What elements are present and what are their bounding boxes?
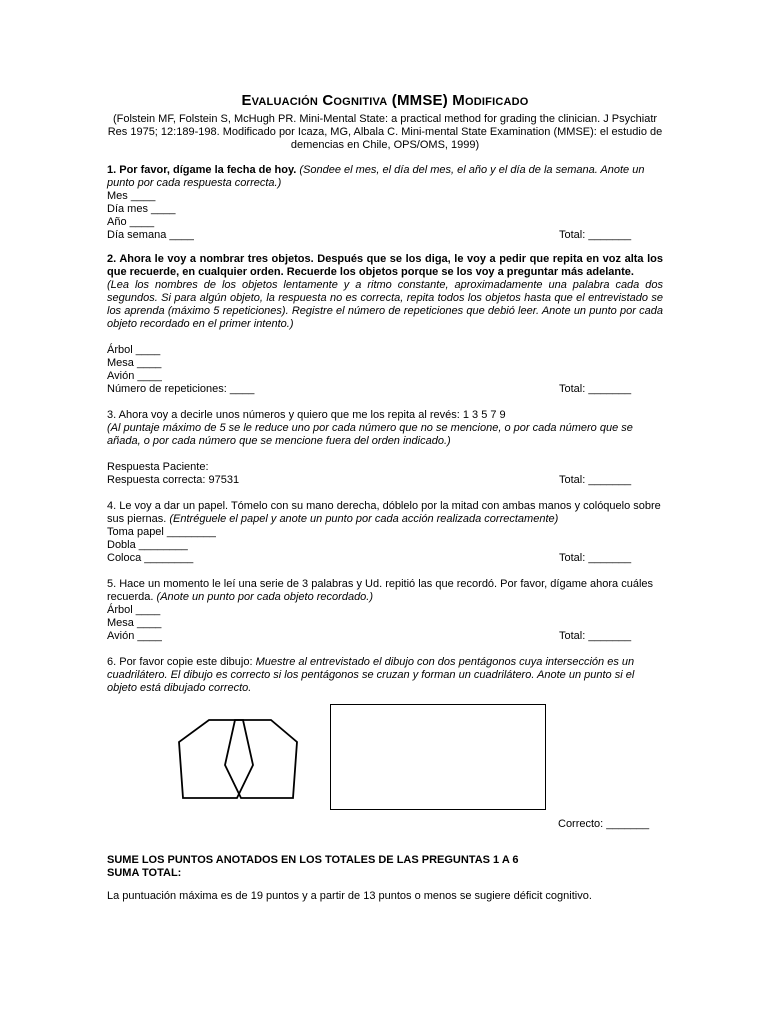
q4-item-dobla[interactable]: Dobla ________ <box>107 539 188 551</box>
q6-correct[interactable]: Correcto: _______ <box>558 818 650 830</box>
q2-total[interactable]: Total: _______ <box>559 383 632 395</box>
question-6 <box>107 656 663 832</box>
q4-item-toma[interactable]: Toma papel ________ <box>107 526 216 538</box>
drawing-area <box>107 704 663 814</box>
q3-instruction: (Al puntaje máximo de 5 se le reduce uno por cada número que no se mencione, o por cada número que se añada, o por cada número que se mencione fuera del orden indicado.) <box>107 422 633 447</box>
q2-item-mesa[interactable]: Mesa ____ <box>107 357 162 369</box>
q3-total[interactable]: Total: _______ <box>559 474 632 486</box>
citation: (Folstein MF, Folstein S, McHugh PR. Mini-Mental State: a practical method for grading the clinician. J Psychiatr Res 1975; 12:189-198. Modificado por Icaza, MG, Albala C. Mini-mental State Examination (MMSE): el estudio de demencias en Chile, OPS/OMS, 1999) <box>107 113 663 151</box>
page-title: Evaluación Cognitiva (MMSE) Modificado <box>241 92 529 109</box>
q5-prompt: 5. Hace un momento le leí una serie de 3 palabras y Ud. repitió las que recordó. Por favor, dígame ahora cuáles recuerda. <box>107 578 654 603</box>
q5-item-avion[interactable]: Avión ____ <box>107 630 162 642</box>
q5-total[interactable]: Total: _______ <box>559 630 632 642</box>
q4-item-coloca[interactable]: Coloca ________ <box>107 552 194 564</box>
summary <box>107 854 663 903</box>
q4-prompt: 4. Le voy a dar un papel. Tómelo con su mano derecha, dóblelo por la mitad con ambas manos y colóquelo sobre sus piernas. <box>107 500 661 525</box>
q2-item-arbol[interactable]: Árbol ____ <box>107 344 161 356</box>
q5-item-arbol[interactable]: Árbol ____ <box>107 604 161 616</box>
q3-prompt: 3. Ahora voy a decirle unos números y quiero que me los repita al revés: 1 3 5 7 9 <box>107 409 506 421</box>
question-1 <box>107 164 663 242</box>
right-pentagon <box>225 720 297 798</box>
q3-patient-answer[interactable]: Respuesta Paciente: <box>107 461 209 473</box>
summary-sum-line: SUME LOS PUNTOS ANOTADOS EN LOS TOTALES DE LAS PREGUNTAS 1 A 6 <box>107 854 519 866</box>
q2-item-avion[interactable]: Avión ____ <box>107 370 162 382</box>
q6-instruction: Muestre al entrevistado el dibujo con dos pentágonos cuya intersección es un cuadrilátero. El dibujo es correcto si los pentágonos se cruzan y forman un cuadrilátero. Anote un punto si el objeto está dibujado correcto. <box>107 656 635 694</box>
q1-instruction: (Sondee el mes, el día del mes, el año y el día de la semana. Anote un punto por cada respuesta correcta.) <box>107 164 645 189</box>
q2-item-repeticiones[interactable]: Número de repeticiones: ____ <box>107 383 255 395</box>
question-3 <box>107 409 663 487</box>
q1-item-year[interactable]: Año ____ <box>107 216 155 228</box>
q5-item-mesa[interactable]: Mesa ____ <box>107 617 162 629</box>
q1-item-month[interactable]: Mes ____ <box>107 190 156 202</box>
question-2 <box>107 253 663 396</box>
drawing-box[interactable] <box>330 704 546 810</box>
q2-instruction: (Lea los nombres de los objetos lentamente y a ritmo constante, aproximadamente una palabra cada dos segundos. Si para algún objeto, la respuesta no es correcta, repita todos los objetos hasta que el entrevistado se los aprenda (máximo 5 repeticiones). Registre el número de repeticiones que debió leer. Anote un punto por cada objeto recordado en el primer intento.) <box>107 279 663 330</box>
q4-total[interactable]: Total: _______ <box>559 552 632 564</box>
q2-prompt: 2. Ahora le voy a nombrar tres objetos. Después que se los diga, le voy a pedir que repita en voz alta los que recuerde, en cualquier orden. Recuerde los objetos porque se los voy a preguntar más adelante. <box>107 253 663 278</box>
q1-item-day[interactable]: Día mes ____ <box>107 203 176 215</box>
question-5 <box>107 578 663 643</box>
q5-instruction: (Anote un punto por cada objeto recordado.) <box>153 591 374 603</box>
pentagons-figure <box>177 712 301 808</box>
q3-correct-answer: Respuesta correcta: 97531 <box>107 474 240 486</box>
q1-total[interactable]: Total: _______ <box>559 229 632 241</box>
q6-prompt: 6. Por favor copie este dibujo: <box>107 656 256 668</box>
summary-note: La puntuación máxima es de 19 puntos y a partir de 13 puntos o menos se sugiere déficit cognitivo. <box>107 890 592 902</box>
summary-total-line[interactable]: SUMA TOTAL: <box>107 867 182 879</box>
q1-item-weekday[interactable]: Día semana ____ <box>107 229 194 241</box>
mmse-form <box>107 92 663 914</box>
q1-prompt: 1. Por favor, dígame la fecha de hoy. <box>107 164 297 176</box>
q4-instruction: (Entréguele el papel y anote un punto por cada acción realizada correctamente) <box>166 513 559 525</box>
left-pentagon <box>179 720 253 798</box>
question-4 <box>107 500 663 565</box>
